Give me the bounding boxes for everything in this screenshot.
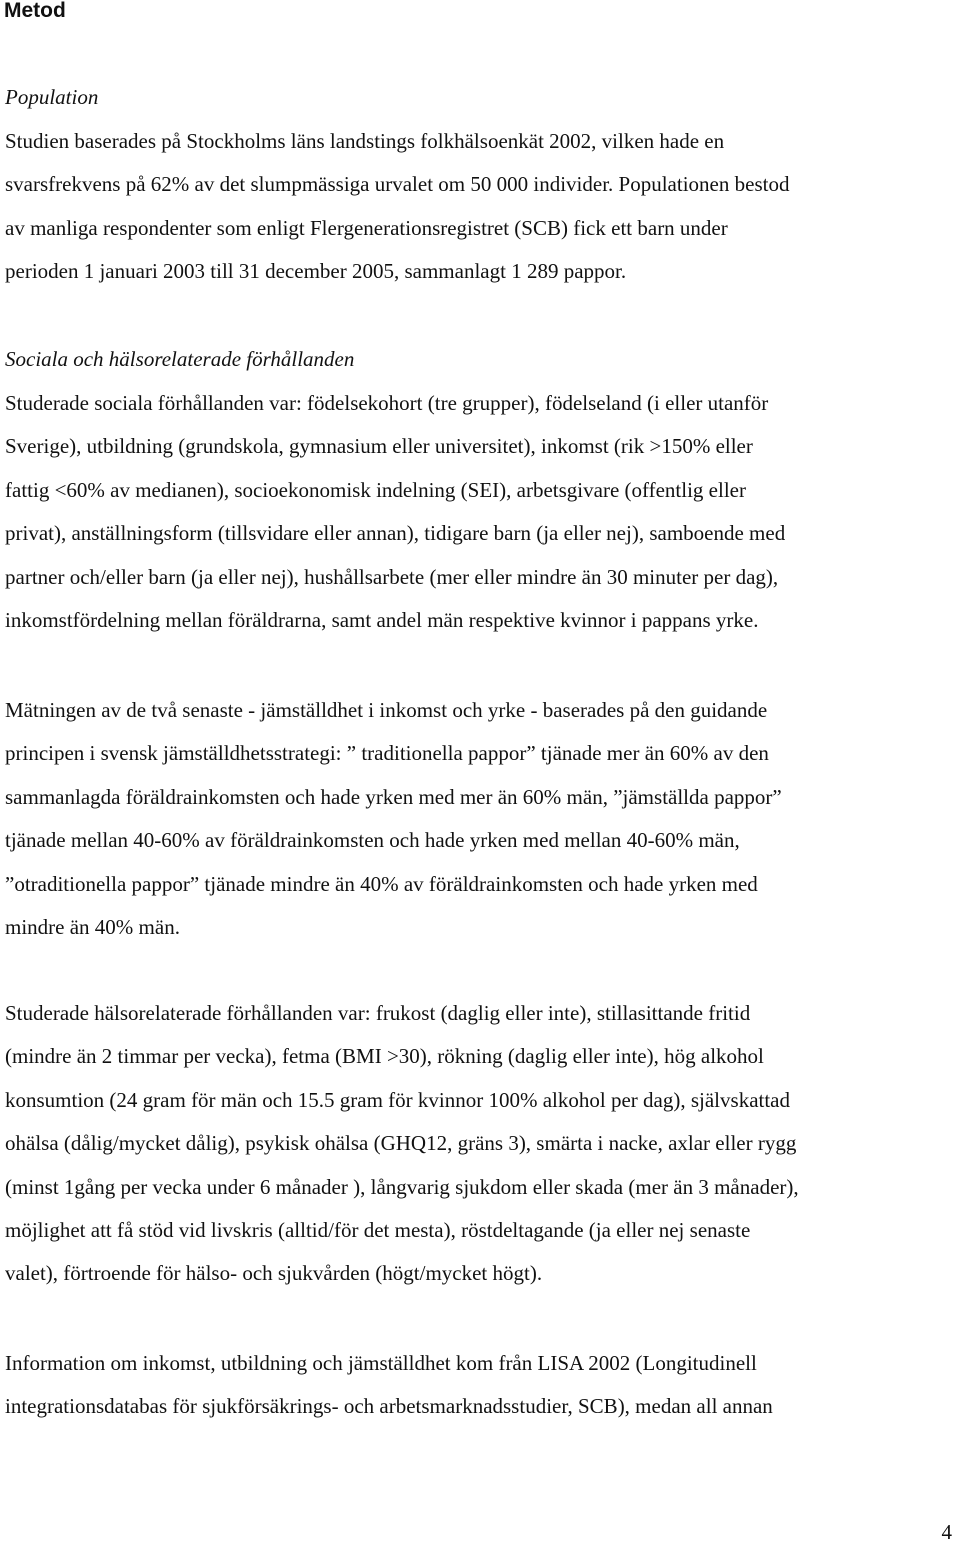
- paragraph-line: valet), förtroende för hälso- och sjukvården (högt/mycket högt).: [5, 1261, 543, 1286]
- social-paragraph: [5, 390, 960, 650]
- paragraph-line: Mätningen av de två senaste - jämställdhet i inkomst och yrke - baserades på den guidande: [5, 698, 768, 722]
- paragraph-line: konsumtion (24 gram för män och 15.5 gram för kvinnor 100% alkohol per dag), självskattad: [5, 1087, 790, 1112]
- paragraph-line: ohälsa (dålig/mycket dålig), psykisk ohälsa (GHQ12, gräns 3), smärta i nacke, axlar eller rygg: [5, 1131, 797, 1156]
- population-paragraph: [5, 128, 960, 302]
- paragraph-line: principen i svensk jämställdhetsstrategi: ” traditionella pappor” tjänade mer än 60% av den: [5, 741, 769, 766]
- page-number: 4: [941, 1520, 952, 1544]
- paragraph-line: Studerade hälsorelaterade förhållanden var: frukost (daglig eller inte), stillasittande fritid: [5, 1001, 751, 1025]
- paragraph-line: fattig <60% av medianen), socioekonomisk indelning (SEI), arbetsgivare (offentlig eller: [5, 477, 746, 502]
- paragraph-line: sammanlagda föräldrainkomsten och hade yrken med mer än 60% män, ”jämställda pappor”: [5, 784, 782, 809]
- paragraph-line: Sverige), utbildning (grundskola, gymnasium eller universitet), inkomst (rik >150% eller: [5, 434, 753, 459]
- paragraph-line: privat), anställningsform (tillsvidare eller annan), tidigare barn (ja eller nej), samboende med: [5, 521, 786, 546]
- social-heading: Sociala och hälsorelaterade förhållanden: [5, 347, 355, 371]
- information-paragraph: [5, 1350, 960, 1437]
- paragraph-line: möjlighet att få stöd vid livskris (alltid/för det mesta), röstdeltagande (ja eller nej senaste: [5, 1217, 751, 1242]
- population-heading: Population: [5, 85, 99, 109]
- paragraph-line: (mindre än 2 timmar per vecka), fetma (BMI >30), rökning (daglig eller inte), hög alkohol: [5, 1044, 764, 1069]
- paragraph-line: svarsfrekvens på 62% av det slumpmässiga urvalet om 50 000 individer. Populationen bestod: [5, 172, 790, 197]
- measurement-paragraph: [5, 697, 960, 957]
- paragraph-line: ”otraditionella pappor” tjänade mindre än 40% av föräldrainkomsten och hade yrken med: [5, 871, 758, 896]
- paragraph-line: Studerade sociala förhållanden var: födelsekohort (tre grupper), födelseland (i eller utanför: [5, 391, 769, 415]
- paragraph-line: Studien baserades på Stockholms läns landstings folkhälsoenkät 2002, vilken hade en: [5, 129, 725, 153]
- paragraph-line: (minst 1gång per vecka under 6 månader ), långvarig sjukdom eller skada (mer än 3 månader),: [5, 1174, 799, 1199]
- paragraph-line: av manliga respondenter som enligt Flergenerationsregistret (SCB) fick ett barn under: [5, 215, 728, 240]
- paragraph-line: tjänade mellan 40-60% av föräldrainkomsten och hade yrken med mellan 40-60% män,: [5, 828, 740, 853]
- health-paragraph: [5, 1000, 960, 1304]
- paragraph-line: perioden 1 januari 2003 till 31 december 2005, sammanlagt 1 289 pappor.: [5, 259, 627, 284]
- section-title: Metod: [4, 0, 66, 22]
- paragraph-line: integrationsdatabas för sjukförsäkrings- och arbetsmarknadsstudier, SCB), medan all annan: [5, 1394, 773, 1419]
- paragraph-line: Information om inkomst, utbildning och jämställdhet kom från LISA 2002 (Longitudinell: [5, 1351, 757, 1375]
- paragraph-line: partner och/eller barn (ja eller nej), hushållsarbete (mer eller mindre än 30 minuter per dag),: [5, 564, 779, 589]
- paragraph-line: mindre än 40% män.: [5, 914, 180, 939]
- paragraph-line: inkomstfördelning mellan föräldrarna, samt andel män respektive kvinnor i pappans yrke.: [5, 607, 759, 632]
